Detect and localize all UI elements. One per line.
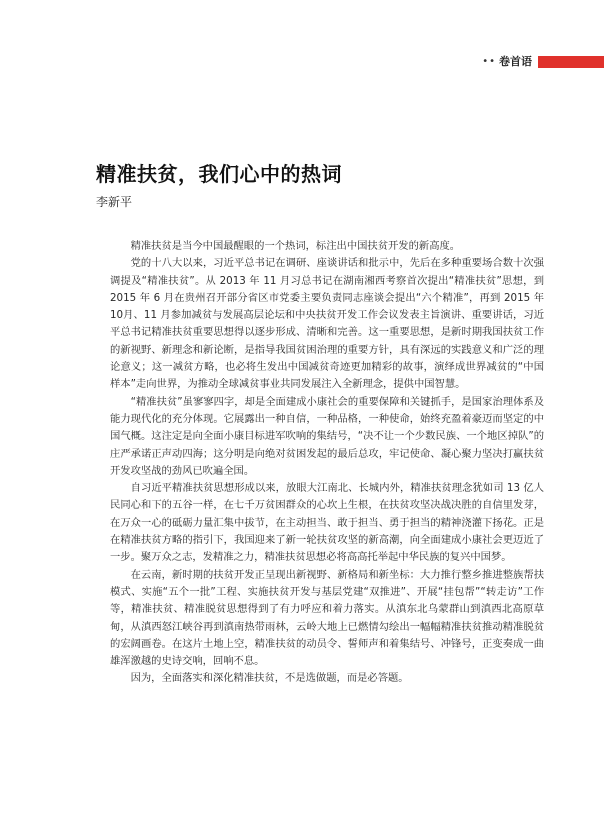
header-dots: •• bbox=[482, 56, 496, 67]
article-author: 李新平 bbox=[96, 195, 133, 209]
paragraph: “精准扶贫”虽寥寥四字，却是全面建成小康社会的重要保障和关键抓手，是国家治理体系及能力现代化的充分体现。它展露出一种自信，一种品格，一种使命，始终充盈着豪迈而坚定的中国气概。这注定是向全面小康目标进军吹响的集结号，“决不让一个少数民族、一个地区掉队”的庄严承诺正声动四海；这分明是向绝对贫困发起的最后总攻，牢记使命、凝心聚力坚决打赢扶贫开发攻坚战的劲风已吹遍全国。 bbox=[110, 395, 544, 477]
section-label: 卷首语 bbox=[499, 55, 532, 68]
header-accent-bar bbox=[538, 56, 604, 68]
paragraph: 精准扶贫是当今中国最醒眼的一个热词，标注出中国扶贫开发的新高度。 bbox=[130, 240, 461, 252]
section-header bbox=[482, 55, 604, 69]
paragraph: 在云南，新时期的扶贫开发正呈现出新视野、新格局和新坐标：大力推行整乡推进整族帮扶模式、实施“五个一批”工程、实施扶贫开发与基层党建“双推进”、开展“挂包帮”“转走访”工作等，精准扶贫、精准脱贫思想得到了有力呼应和着力落实。从滇东北乌蒙群山到滇西北高原草甸，从滇西怒江峡谷再到滇南热带雨林，云岭大地上已燃情勾绘出一幅幅精准扶贫推动精准脱贫的宏阔画卷。在这片土地上空，精准扶贫的动员令、誓师声和着集结号、冲锋号，正变奏成一曲雄浑激越的史诗交响，回响不息。 bbox=[110, 568, 544, 668]
paragraph: 党的十八大以来，习近平总书记在调研、座谈讲话和批示中，先后在多种重要场合数十次强调提及“精准扶贫”。从 2013 年 11 月习总书记在湖南湘西考察首次提出“精准扶贫”思想，到 2015 年 6 月在贵州召开部分省区市党委主要负责同志座谈会提出“六个精准”，再到 2015 年 10月、11 月参加减贫与发展高层论坛和中央扶贫开发工作会议发表主旨演讲、重要讲话，习近平总书记精准扶贫重要思想得以逐步形成、清晰和完善。这一重要思想，是新时期我国扶贫工作的新视野、新理念和新论断，是指导我国贫困治理的重要方针，具有深远的实践意义和广泛的理论意义；这一减贫方略，也必将生发出中国减贫奇迹更加精彩的故事，演绎成世界减贫的“中国样本”走向世界，为推动全球减贫事业共同发展注入全新理念，提供中国智慧。 bbox=[110, 257, 544, 391]
article-body bbox=[110, 238, 544, 688]
article-title: 精准扶贫，我们心中的热词 bbox=[96, 162, 342, 186]
paragraph: 自习近平精准扶贫思想形成以来，放眼大江南北、长城内外，精准扶贫理念犹如司 13 亿人民同心和下的五谷一样，在七千万贫困群众的心坎上生根，在扶贫攻坚决战决胜的自信里发芽，在万众一心的砥砺力量汇集中拔节，在主动担当、敢于担当、勇于担当的精神浇灌下扬花。正是在精准扶贫方略的指引下，我国迎来了新一轮扶贫攻坚的新高潮，向全面建成小康社会更迈近了一步。聚万众之志，发精准之力，精准扶贫思想必将高高托举起中华民族的复兴中国梦。 bbox=[110, 482, 544, 564]
paragraph: 因为，全面落实和深化精准扶贫，不是选做题，而是必答题。 bbox=[130, 672, 409, 685]
